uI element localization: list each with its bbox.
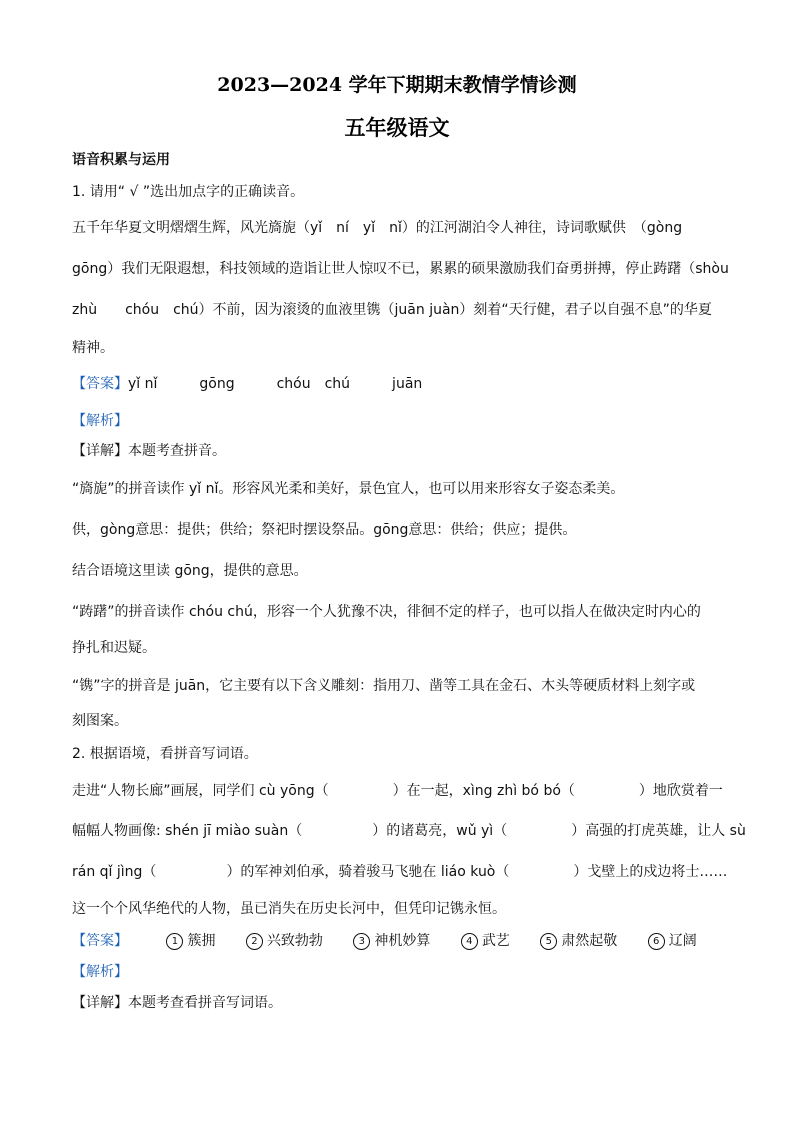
detail-line: “踌躇”的拼音读作 chóu chú，形容一个人犹豫不决，徘徊不定的样子，也可以指人在做决定时内心的 bbox=[72, 604, 701, 620]
detail-line: 挣扎和迟疑。 bbox=[72, 640, 156, 656]
answer-word: 簇拥 bbox=[187, 933, 216, 949]
analysis-tag: 【解析】 bbox=[72, 964, 128, 980]
answer-item bbox=[540, 931, 617, 951]
answer-tag: 【答案】 bbox=[72, 376, 128, 392]
question-1-text-line: 五千年华夏文明熠熠生辉，风光旖旎（yǐ ní yǐ nǐ）的江河湖泊令人神往，诗词歌赋供 （gòng bbox=[72, 220, 683, 236]
answer-item bbox=[246, 931, 323, 951]
page-title: 2023—2024 学年下期期末教情学情诊测 bbox=[217, 74, 577, 96]
circled-number: 2 bbox=[246, 933, 263, 950]
text-segment: 走进“人物长廊”画展，同学们 cù yōng（ bbox=[72, 783, 329, 799]
detail-line: 供，gòng意思：提供；供给；祭祀时摆设祭品。gōng意思：供给；供应；提供。 bbox=[72, 522, 577, 538]
detail-line: 【详解】本题考查看拼音写词语。 bbox=[72, 995, 282, 1011]
answer-word: 辽阔 bbox=[668, 933, 697, 949]
section-heading: 语音积累与运用 bbox=[72, 152, 170, 168]
answer-text: yǐ nǐ gōng chóu chú juān bbox=[128, 376, 423, 392]
circled-number: 4 bbox=[461, 933, 478, 950]
text-segment: 幅幅人物画像: shén jī miào suàn（ bbox=[72, 823, 303, 839]
question-1-prompt: 1. 请用“ √ ”选出加点字的正确读音。 bbox=[72, 184, 305, 200]
circled-number: 3 bbox=[353, 933, 370, 950]
detail-line: “镌”字的拼音是 juān，它主要有以下含义雕刻：指用刀、凿等工具在金石、木头等硬质材料上刻字或 bbox=[72, 678, 696, 694]
analysis-tag: 【解析】 bbox=[72, 413, 128, 429]
question-2-answer bbox=[72, 931, 727, 951]
question-1-answer bbox=[72, 374, 727, 394]
circled-number: 1 bbox=[166, 933, 183, 950]
detail-line: 刻图案。 bbox=[72, 713, 128, 729]
answer-item bbox=[648, 931, 697, 951]
question-2-prompt: 2. 根据语境，看拼音写词语。 bbox=[72, 746, 258, 762]
detail-line: 【详解】本题考查拼音。 bbox=[72, 443, 226, 459]
circled-number: 5 bbox=[540, 933, 557, 950]
question-2-text-line bbox=[72, 862, 727, 882]
answer-item bbox=[166, 931, 215, 951]
question-1-text-line: zhù chóu chú）不前，因为滚烫的血液里镌（juān juàn）刻着“天行健，君子以自强不息”的华夏 bbox=[72, 302, 712, 318]
question-1-text-line: 精神。 bbox=[72, 340, 114, 356]
text-segment: ）戈壁上的戍边将士…… bbox=[573, 864, 728, 880]
circled-number: 6 bbox=[648, 933, 665, 950]
answer-word: 武艺 bbox=[481, 933, 510, 949]
question-1-text-line: gōng）我们无限遐想，科技领域的造诣让世人惊叹不已，累累的硕果激励我们奋勇拼搏，停止踌躇（shòu bbox=[72, 261, 729, 277]
question-2-text-line: 这一个个风华绝代的人物，虽已消失在历史长河中，但凭印记镌永恒。 bbox=[72, 901, 506, 917]
answer-word: 神机妙算 bbox=[374, 933, 431, 949]
text-segment: ）的诸葛亮，wǔ yì（ bbox=[372, 823, 508, 839]
answer-tag: 【答案】 bbox=[72, 933, 128, 949]
detail-line: “旖旎”的拼音读作 yǐ nǐ。形容风光柔和美好，景色宜人，也可以用来形容女子姿态柔美。 bbox=[72, 481, 625, 497]
text-segment: ）地欣赏着一 bbox=[638, 783, 723, 799]
detail-line: 结合语境这里读 gōng，提供的意思。 bbox=[72, 563, 308, 579]
text-segment: ）高强的打虎英雄，让人 sù bbox=[571, 823, 746, 839]
answer-word: 肃然起敬 bbox=[561, 933, 618, 949]
text-segment: rán qǐ jìng（ bbox=[72, 864, 157, 880]
text-segment: ）的军神刘伯承，骑着骏马飞驰在 liáo kuò（ bbox=[226, 864, 510, 880]
answer-word: 兴致勃勃 bbox=[266, 933, 323, 949]
text-segment: ）在一起，xìng zhì bó bó（ bbox=[392, 783, 575, 799]
question-2-text-line bbox=[72, 821, 746, 841]
question-2-text-line bbox=[72, 781, 727, 801]
answer-item bbox=[461, 931, 510, 951]
answer-item bbox=[353, 931, 430, 951]
page-subtitle: 五年级语文 bbox=[344, 115, 450, 140]
